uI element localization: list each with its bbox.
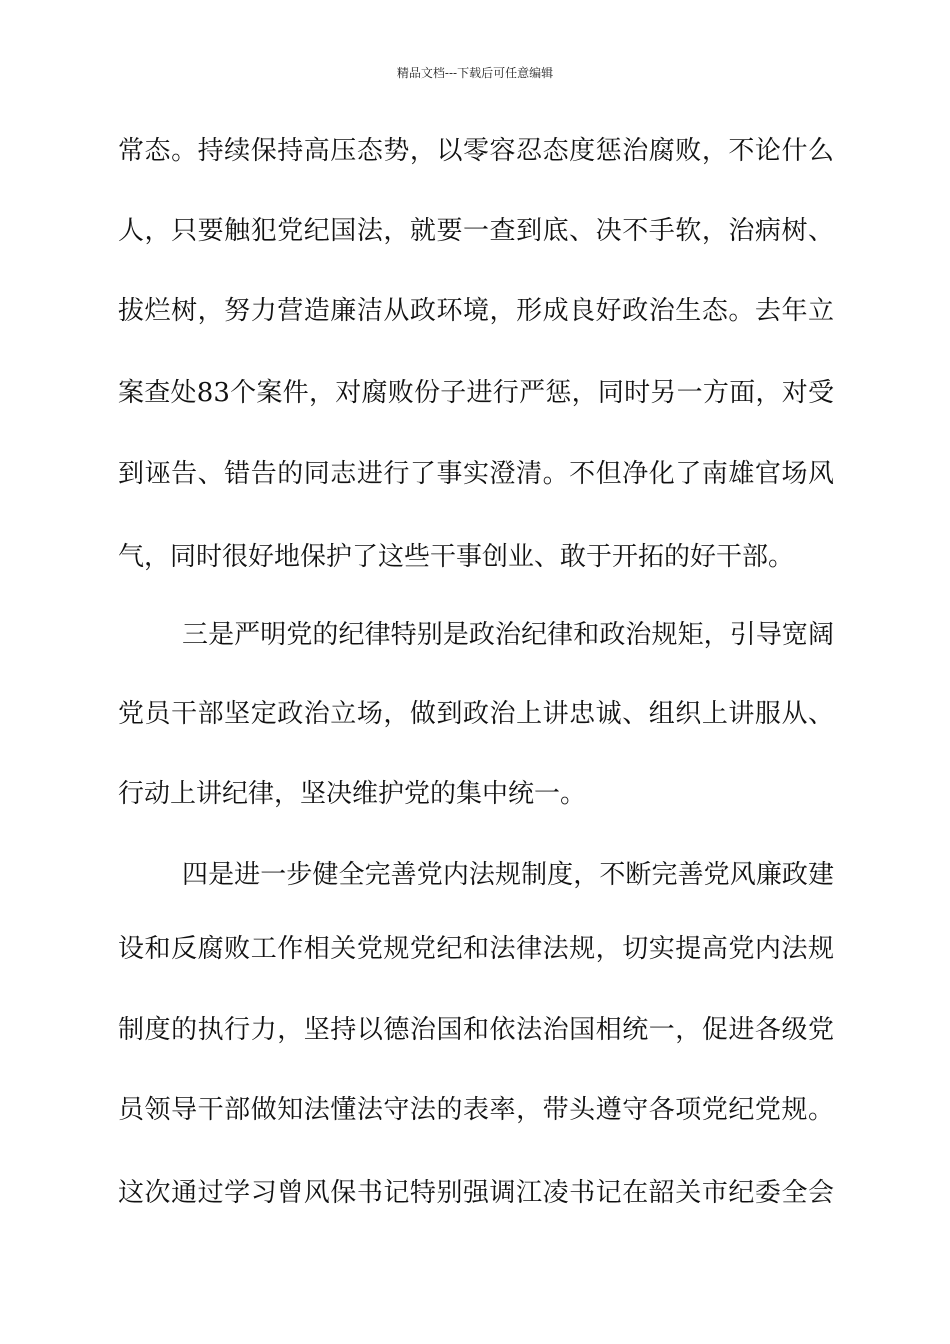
paragraph-four-line-4: 员领导干部做知法懂法守法的表率，带头遵守各项党纪党规。 [118, 1095, 834, 1125]
body-line-1: 常态。持续保持高压态势，以零容忍态度惩治腐败，不论什么 [118, 136, 834, 166]
body-line-6: 气，同时很好地保护了这些干事创业、敢于开拓的好干部。 [118, 542, 795, 572]
paragraph-four-line-2: 设和反腐败工作相关党规党纪和法律法规，切实提高党内法规 [118, 934, 834, 964]
body-line-5: 到诬告、错告的同志进行了事实澄清。不但净化了南雄官场风 [118, 459, 834, 489]
paragraph-three-line-2: 党员干部坚定政治立场，做到政治上讲忠诚、组织上讲服从、 [118, 699, 834, 729]
page-header: 精品文档---下载后可任意编辑 [396, 66, 554, 80]
body-line-2: 人，只要触犯党纪国法，就要一查到底、决不手软，治病树、 [118, 216, 834, 246]
body-line-3: 拔烂树，努力营造廉洁从政环境，形成良好政治生态。去年立 [118, 296, 834, 326]
paragraph-three-line-1: 三是严明党的纪律特别是政治纪律和政治规矩，引导宽阔 [182, 620, 834, 650]
paragraph-four-line-3: 制度的执行力，坚持以德治国和依法治国相统一，促进各级党 [118, 1015, 834, 1045]
paragraph-four-line-5: 这次通过学习曾风保书记特别强调江凌书记在韶关市纪委全会 [118, 1178, 834, 1208]
paragraph-four-line-1: 四是进一步健全完善党内法规制度，不断完善党风廉政建 [182, 860, 834, 890]
paragraph-three-line-3: 行动上讲纪律，坚决维护党的集中统一。 [118, 779, 587, 809]
body-line-4: 案查处83个案件，对腐败份子进行严惩，同时另一方面，对受 [118, 378, 834, 408]
